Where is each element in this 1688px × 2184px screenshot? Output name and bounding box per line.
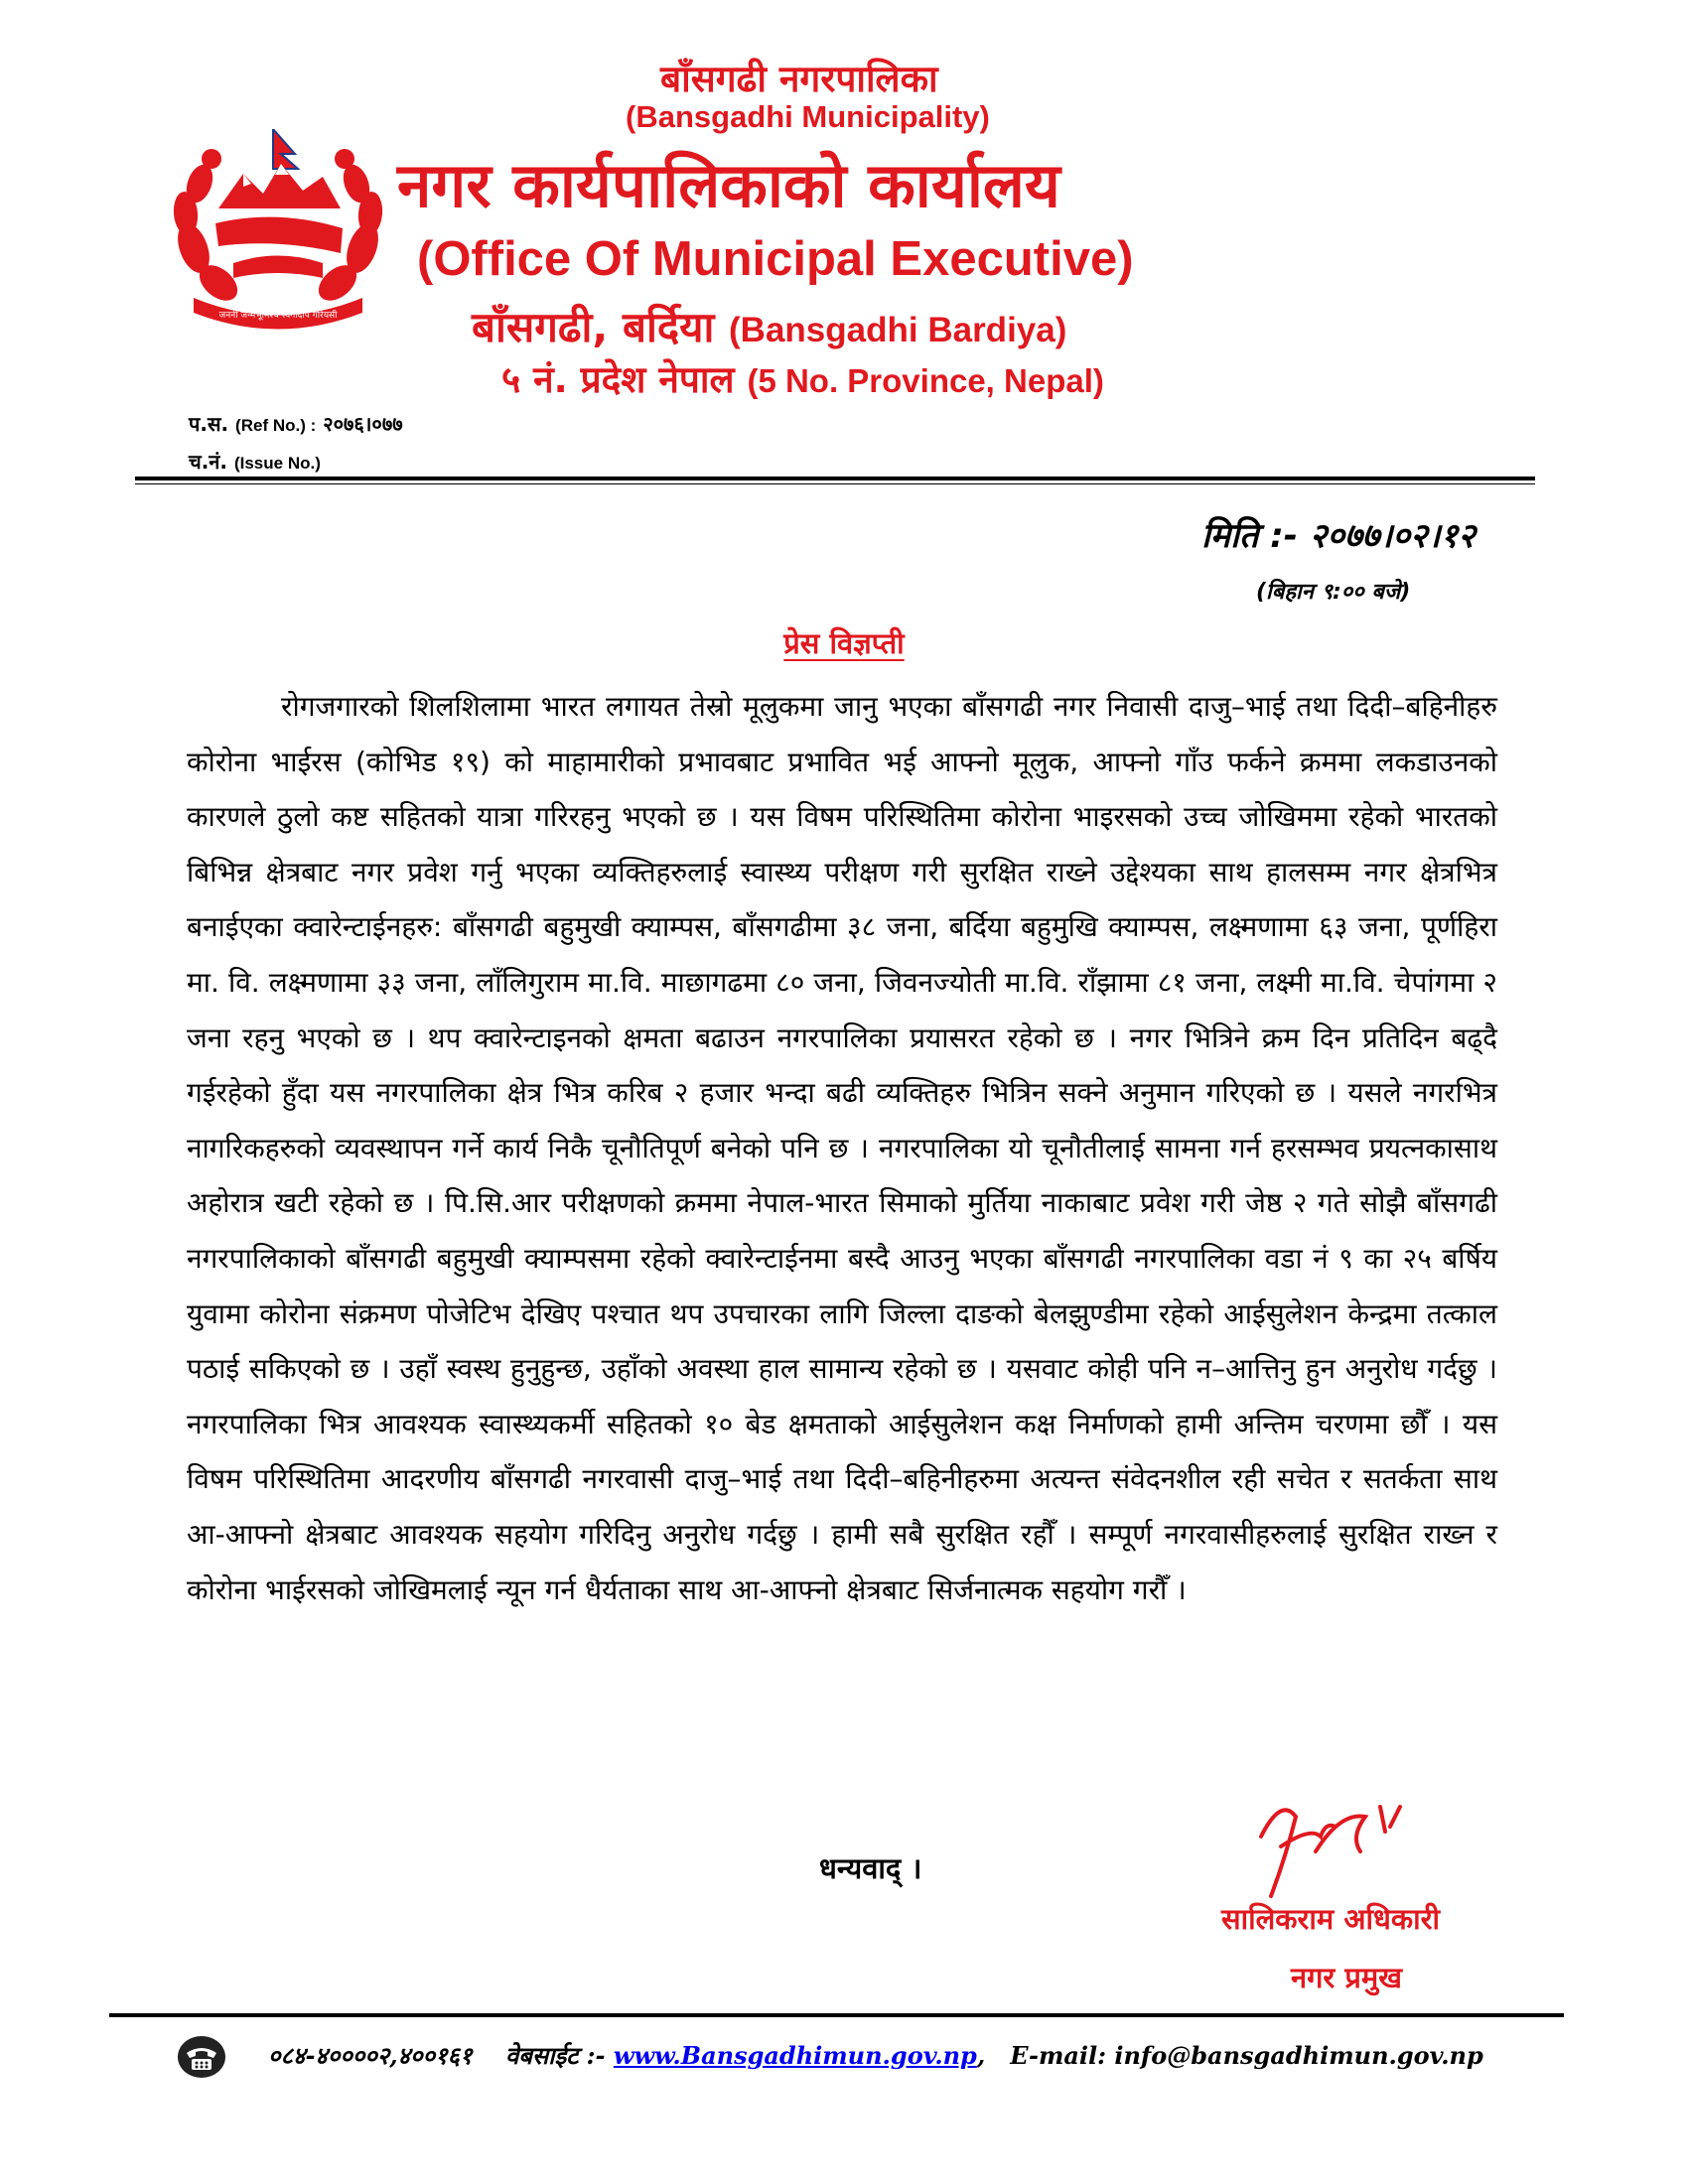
issue-label: च.नं.	[189, 450, 227, 474]
header-divider-thick	[135, 477, 1535, 480]
address-en: (Bansgadhi Bardiya)	[729, 311, 1067, 349]
ref-label: प.स.	[189, 412, 229, 436]
office-name-en: (Office Of Municipal Executive)	[417, 232, 1134, 286]
footer-website-link[interactable]: www.Bansgadhimun.gov.np	[613, 2041, 977, 2070]
title-text: प्रेस विज्ञप्ती	[783, 626, 905, 660]
issue-number-line	[189, 448, 321, 475]
footer-divider	[109, 2013, 1564, 2017]
footer-phone: ०८४-४००००२,४००१६१	[268, 2041, 473, 2070]
municipality-name-en: (Bansgadhi Municipality)	[626, 99, 990, 134]
office-name-np: नगर कार्यपालिकाको कार्यालय	[397, 149, 1060, 221]
handwritten-signature-icon	[1241, 1777, 1430, 1906]
footer-email: info@bansgadhimun.gov.np	[1114, 2041, 1483, 2070]
press-release-body: रोगजगारको शिलशिलामा भारत लगायत तेस्रो मूलुकमा जानु भएका बाँसगढी नगर निवासी दाजु–भाई तथा दिदी–बहिनीहरु कोरोना भाईरस (कोभिड १९) को माहामारीको प्रभावबाट प्रभावित भई आफ्नो मूलुक, आफ्नो गाँउ फर्कने क्रममा लकडाउनको कारणले ठुलो कष्ट सहितको यात्रा गरिरहनु भएको छ । यस विषम परिस्थितिमा कोरोना भाइरसको उच्च जोखिममा रहेको भारतको बिभिन्न क्षेत्रबाट नगर प्रवेश गर्नु भएका व्यक्तिहरुलाई स्वास्थ्य परीक्षण गरी सुरक्षित राख्ने उद्देश्यका साथ हालसम्म नगर क्षेत्रभित्र बनाईएका क्वारेन्टाईनहरु: बाँसगढी बहुमुखी क्याम्पस, बाँसगढीमा ३८ जना, बर्दिया बहुमुखि क्याम्पस, लक्ष्मणामा ६३ जना, पूर्णहिरा मा. वि. लक्ष्मणामा ३३ जना, लाँलिगुराम मा.वि. माछागढमा ८० जना, जिवनज्योती मा.वि. राँझामा ८१ जना, लक्ष्मी मा.वि. चेपांगमा २ जना रहनु भएको छ । थप क्वारेन्टाइनको क्षमता बढाउन नगरपालिका प्रयासरत रहेको छ । नगर भित्रिने क्रम दिन प्रतिदिन बढ्दै गईरहेको हुँदा यस नगरपालिका क्षेत्र भित्र करिब २ हजार भन्दा बढी व्यक्तिहरु भित्रिन सक्ने अनुमान गरिएको छ । यसले नगरभित्र नागरिकहरुको व्यवस्थापन गर्ने कार्य निकै चूनौतिपूर्ण बनेको पनि छ । नगरपालिका यो चूनौतीलाई सामना गर्न हरसम्भव प्रयत्नकासाथ अहोरात्र खटी रहेको छ । पि.सि.आर परीक्षणको क्रममा नेपाल-भारत सिमाको मुर्तिया नाकाबाट प्रवेश गरी जेष्ठ २ गते सोझै बाँसगढी नगरपालिकाको बाँसगढी बहुमुखी क्याम्पसमा रहेको क्वारेन्टाईनमा बस्दै आउनु भएका बाँसगढी नगरपालिका वडा नं ९ का २५ बर्षिय युवामा कोरोना संक्रमण पोजेटिभ देखिए पश्चात थप उपचारका लागि जिल्ला दाङको बेलझुण्डीमा रहेको आईसुलेशन केन्द्रमा तत्काल पठाई सकिएको छ । उहाँ स्वस्थ हुनुहुन्छ, उहाँको अवस्था हाल सामान्य रहेको छ । यसवाट कोही पनि न–आत्तिनु हुन अनुरोध गर्दछु । नगरपालिका भित्र आवश्यक स्वास्थ्यकर्मी सहितको १० बेड क्षमताको आईसुलेशन कक्ष निर्माणको हामी अन्तिम चरणमा छौँ । यस विषम परिस्थितिमा आदरणीय बाँसगढी नगरवासी दाजु–भाई तथा दिदी–बहिनीहरुमा अत्यन्त संवेदनशील रही सचेत र सतर्कता साथ आ-आफ्नो क्षेत्रबाट आवश्यक सहयोग गरिदिनु अनुरोध गर्दछु । हामी सबै सुरक्षित रहौँ । सम्पूर्ण नगरवासीहरुलाई सुरक्षित राख्न र कोरोना भाईरसको जोखिमलाई न्यून गर्न धैर्यताका साथ आ-आफ्नो क्षेत्रबाट सिर्जनात्मक सहयोग गरौँ ।	[187, 690, 1497, 1606]
emblem-motto: जननी जन्मभूमिश्च स्वर्गादपि गरियसी	[218, 311, 338, 321]
date-line	[1201, 511, 1476, 557]
footer-website-label: वेबसाईट :-	[504, 2041, 606, 2070]
province-np: ५ नं. प्रदेश नेपाल	[501, 358, 735, 401]
time-line: (बिहान ९:०० बजे)	[1256, 580, 1411, 605]
ref-value: २०७६।०७७	[323, 412, 403, 436]
date-value: २०७७।०२।१२	[1309, 516, 1476, 556]
closing-thanks: धन्यवाद् ।	[819, 1851, 922, 1885]
province-line	[501, 352, 1104, 403]
nepal-emblem-icon	[164, 129, 392, 338]
press-release-title	[0, 623, 1688, 662]
municipality-name-np: बाँसगढी नगरपालिका	[660, 58, 938, 100]
province-en: (5 No. Province, Nepal)	[747, 362, 1104, 399]
footer-contact	[268, 2039, 1483, 2072]
issue-label-en: (Issue No.)	[233, 454, 321, 473]
ref-label-en: (Ref No.) :	[235, 416, 317, 435]
footer-email-label: E-mail:	[1010, 2041, 1106, 2070]
telephone-icon	[177, 2035, 226, 2079]
footer-separator: ,	[976, 2041, 986, 2070]
signer-designation: नगर प्रमुख	[1291, 1961, 1402, 1994]
ref-number-line	[189, 410, 403, 437]
address-line	[472, 298, 1066, 354]
signer-name: सालिकराम अधिकारी	[1221, 1902, 1441, 1936]
header-divider-thin	[135, 483, 1535, 484]
address-np: बाँसगढी, बर्दिया	[472, 303, 715, 351]
date-label: मिति :-	[1201, 516, 1298, 556]
